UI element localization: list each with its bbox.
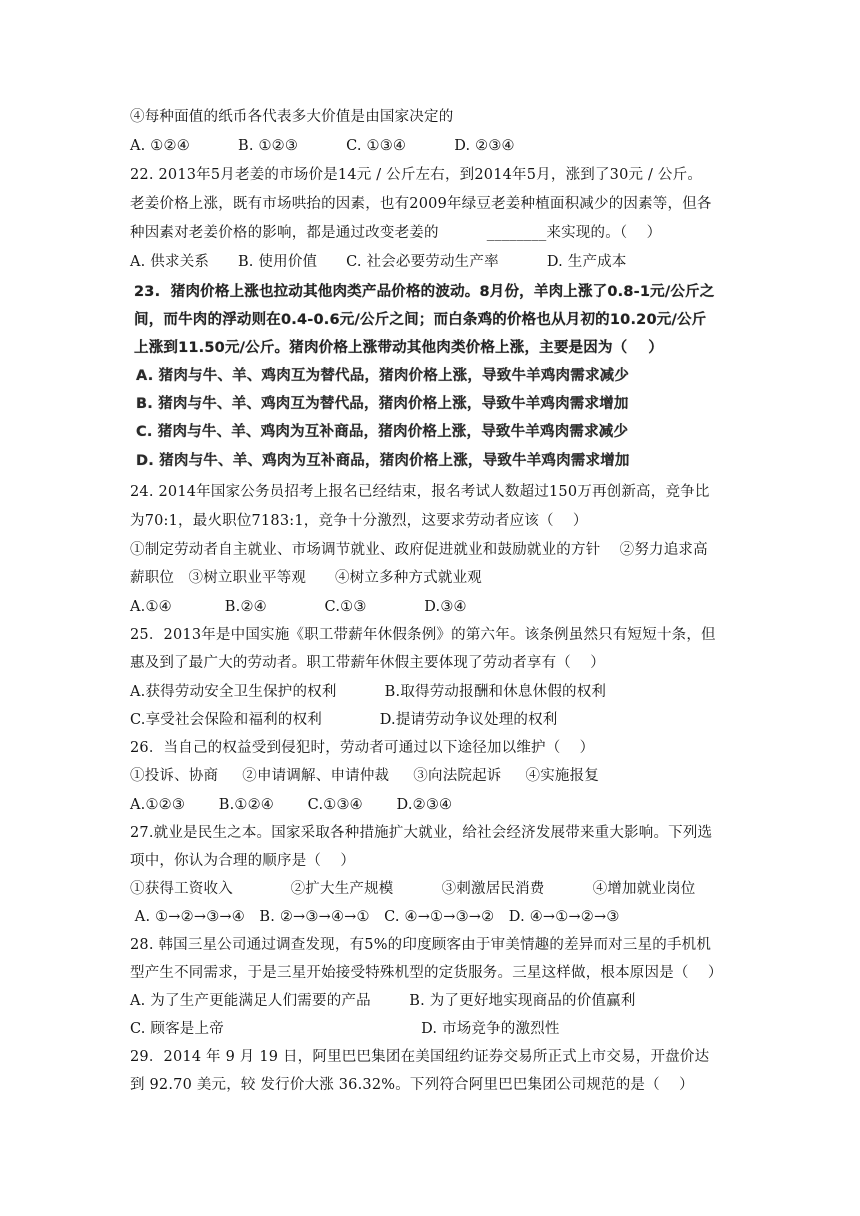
answer-options: A. 供求关系 B. 使用价值 C. 社会必要劳动生产率 D. 生产成本 [130, 254, 627, 270]
question-25: 25．2013年是中国实施《职工带薪年休假条例》的第六年。该条例虽然只有短短十条，但 [130, 627, 716, 643]
answer-option-d: D. 猪肉与牛、羊、鸡肉为互补商品，猪肉价格上涨，导致牛羊鸡肉需求增加 [136, 453, 630, 469]
answer-option-b: B. 猪肉与牛、羊、鸡肉互为替代品，猪肉价格上涨，导致牛羊鸡肉需求增加 [136, 396, 629, 412]
answer-options: A.①④ B.②④ C.①③ D.③④ [130, 599, 467, 615]
text-line: 老姜价格上涨，既有市场哄抬的因素，也有2009年绿豆老姜种植面积减少的因素等，但各 [130, 196, 712, 212]
answer-option-c: C. 猪肉与牛、羊、鸡肉为互补商品，猪肉价格上涨，导致牛羊鸡肉需求减少 [136, 424, 629, 440]
answer-options: C. 顾客是上帝 D. 市场竞争的激烈性 [130, 1021, 560, 1037]
text-line: 间，而牛肉的浮动则在0.4-0.6元/公斤之间；而白条鸡的价格也从月初的10.20元/公斤 [134, 312, 707, 328]
question-27: 27.就业是民生之本。国家采取各种措施扩大就业，给社会经济发展带来重大影响。下列选 [130, 825, 713, 841]
text-line: ①投诉、协商 ②申请调解、申请仲裁 ③向法院起诉 ④实施报复 [130, 768, 600, 784]
text-line: 到 92.70 美元，较 发行价大涨 36.32%。下列符合阿里巴巴集团公司规范的是（ ） [130, 1077, 694, 1093]
text-line: 型产生不同需求，于是三星开始接受特殊机型的定货服务。三星这样做，根本原因是（ ） [130, 965, 723, 981]
question-24: 24. 2014年国家公务员招考上报名已经结束，报名考试人数超过150万再创新高，竞争比 [130, 484, 710, 500]
answer-options: A. ①→②→③→④ B. ②→③→④→① C. ④→①→③→② D. ④→①→②→③ [130, 909, 620, 925]
answer-options: A. ①②④ B. ①②③ C. ①③④ D. ②③④ [130, 138, 515, 154]
question-28: 28. 韩国三星公司通过调查发现，有5%的印度顾客由于审美情趣的差异而对三星的手机机 [130, 937, 712, 953]
text-line: 薪职位 ③树立职业平等观 ④树立多种方式就业观 [130, 570, 482, 586]
question-29: 29．2014 年 9 月 19 日，阿里巴巴集团在美国纽约证券交易所正式上市交易，开盘价达 [130, 1049, 710, 1065]
text-line: ①制定劳动者自主就业、市场调节就业、政府促进就业和鼓励就业的方针 ②努力追求高 [130, 542, 708, 558]
answer-option-a: A. 猪肉与牛、羊、鸡肉互为替代品，猪肉价格上涨，导致牛羊鸡肉需求减少 [136, 368, 630, 384]
text-line: 惠及到了最广大的劳动者。职工带薪年休假主要体现了劳动者享有（ ） [130, 655, 605, 671]
text-line: 项中，你认为合理的顺序是（ ） [130, 853, 356, 869]
answer-options: A. 为了生产更能满足人们需要的产品 B. 为了更好地实现商品的价值赢利 [130, 993, 636, 1009]
text-line: ①获得工资收入 ②扩大生产规模 ③刺激居民消费 ④增加就业岗位 [130, 881, 696, 897]
question-23: 23. 猪肉价格上涨也拉动其他肉类产品价格的波动。8月份，羊肉上涨了0.8-1元/公斤之 [134, 284, 715, 300]
text-line: 为70:1，最火职位7183:1，竞争十分激烈，这要求劳动者应该（ ） [130, 513, 588, 529]
text-line: 种因素对老姜价格的影响，都是通过改变老姜的 ________来实现的。（ ） [130, 225, 662, 241]
answer-options: A.获得劳动安全卫生保护的权利 B.取得劳动报酬和休息休假的权利 [130, 684, 607, 700]
answer-options: A.①②③ B.①②④ C.①③④ D.②③④ [130, 797, 453, 813]
question-22: 22. 2013年5月老姜的市场价是14元 / 公斤左右，到2014年5月，涨到了30元 / 公斤。 [130, 167, 703, 183]
answer-options: C.享受社会保险和福利的权利 D.提请劳动争议处理的权利 [130, 712, 558, 728]
text-line: ④每种面值的纸币各代表多大价值是由国家决定的 [130, 109, 454, 125]
question-26: 26．当自己的权益受到侵犯时，劳动者可通过以下途径加以维护（ ） [130, 740, 595, 756]
text-line: 上涨到11.50元/公斤。猪肉价格上涨带动其他肉类价格上涨，主要是因为（ ） [134, 340, 664, 356]
